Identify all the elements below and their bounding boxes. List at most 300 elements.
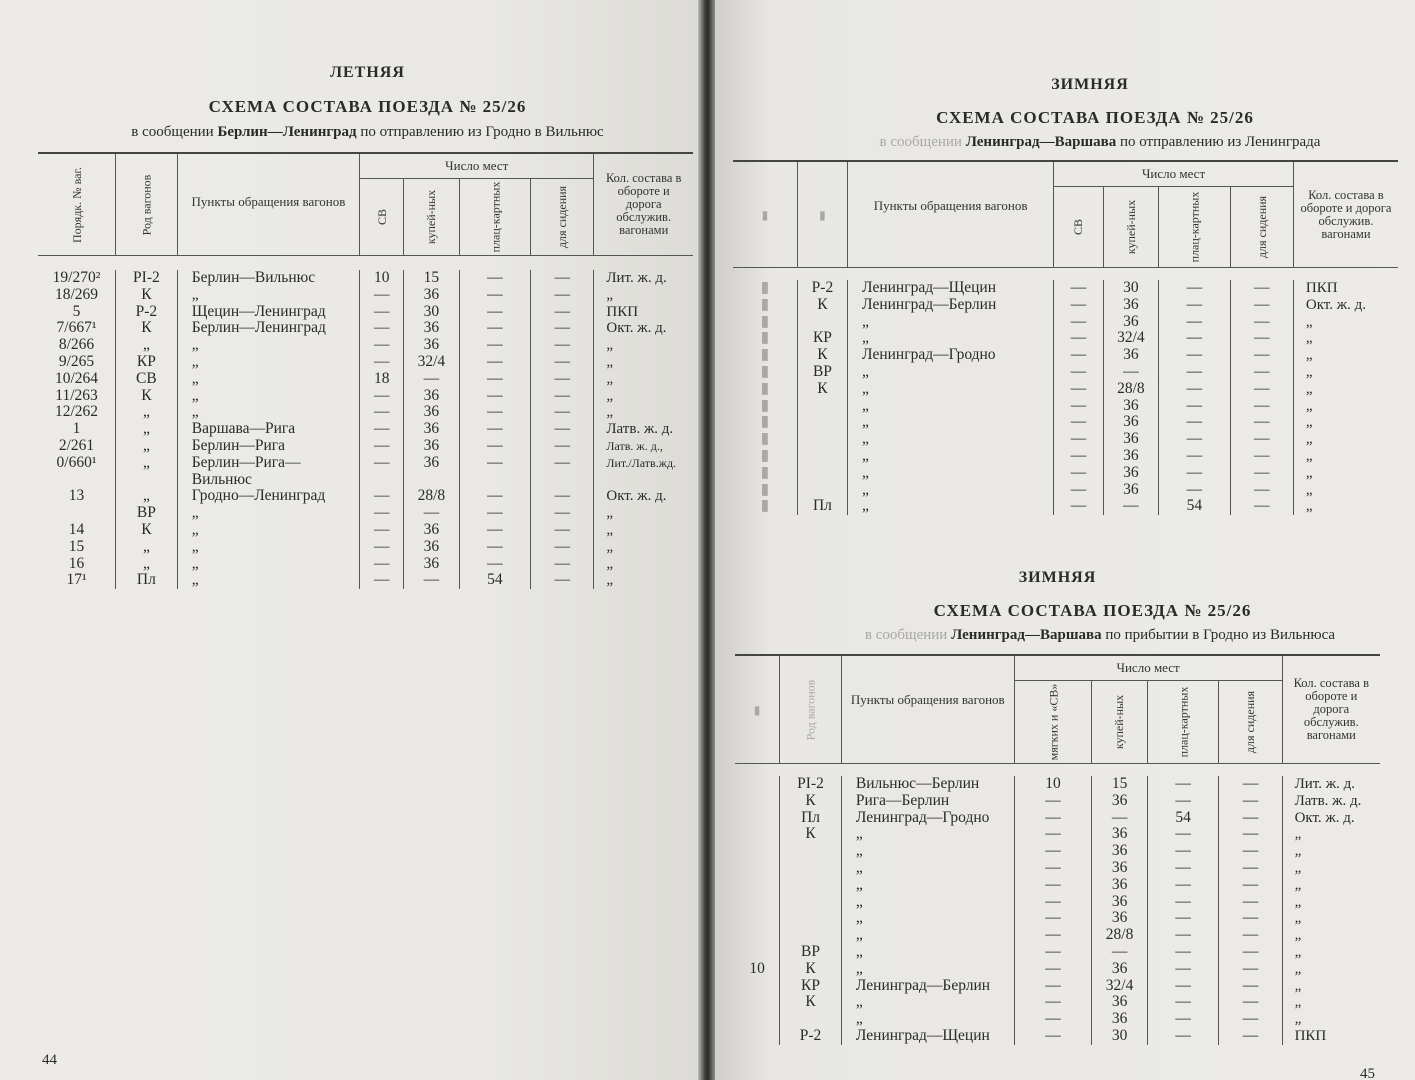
cell-order xyxy=(735,843,780,860)
cell-kol: Латв. ж. д., xyxy=(594,438,693,455)
cell-plats: — xyxy=(459,320,531,337)
cell-order xyxy=(38,505,116,522)
page-number: 44 xyxy=(42,1052,57,1068)
cell-sit: — xyxy=(531,438,594,455)
cell-sv: — xyxy=(360,455,404,472)
cell-kind: К xyxy=(116,320,178,337)
cell-sv: — xyxy=(1054,465,1104,482)
cell-points: Ленинград—Гродно xyxy=(841,810,1014,827)
cell-kupe: 36 xyxy=(404,522,459,539)
table-row xyxy=(735,776,1380,793)
cell-kol xyxy=(594,472,693,489)
cell-sit: — xyxy=(531,556,594,573)
cell-points: „ xyxy=(177,388,359,405)
cell-plats: — xyxy=(1159,314,1231,331)
cell-kol: „ xyxy=(594,337,693,354)
cell-plats: — xyxy=(1159,381,1231,398)
cell-kol: „ xyxy=(1282,961,1380,978)
cell-order: ▮ xyxy=(760,295,770,313)
cell-order: ▮ xyxy=(760,312,770,330)
table-row xyxy=(733,482,1398,499)
cell-plats: — xyxy=(459,354,531,371)
cell-kol: „ xyxy=(1293,498,1398,515)
cell-sit xyxy=(531,472,594,489)
cell-sv: — xyxy=(1014,1028,1092,1045)
cell-points: „ xyxy=(177,287,359,304)
cell-sit: — xyxy=(1230,364,1293,381)
cell-kupe: — xyxy=(404,505,459,522)
cell-order: ▮ xyxy=(760,413,770,431)
cell-kind: Пл xyxy=(780,810,842,827)
header-kupe: купей-ных xyxy=(404,179,459,256)
cell-order xyxy=(735,776,780,793)
header-plats: плац-картных xyxy=(1147,681,1219,764)
table-row xyxy=(735,826,1380,843)
cell-plats: — xyxy=(1147,793,1219,810)
composition-table xyxy=(38,152,693,589)
table-row xyxy=(735,894,1380,911)
cell-sv: — xyxy=(360,287,404,304)
cell-sit: — xyxy=(1219,910,1282,927)
subtitle-route: Ленинград—Варшава xyxy=(965,134,1117,150)
cell-kupe: 36 xyxy=(1103,431,1158,448)
cell-sv: — xyxy=(1014,1011,1092,1028)
cell-kupe: 36 xyxy=(1092,910,1147,927)
cell-plats: — xyxy=(1147,1028,1219,1045)
cell-sv: — xyxy=(360,572,404,589)
table-row xyxy=(733,448,1398,465)
header-sv: СВ xyxy=(1054,187,1104,268)
cell-kol: „ xyxy=(594,505,693,522)
cell-sv: — xyxy=(360,320,404,337)
cell-kupe: 32/4 xyxy=(1092,978,1147,995)
cell-order: 18/269 xyxy=(54,285,99,303)
table-row xyxy=(38,505,693,522)
cell-sv: — xyxy=(1014,994,1092,1011)
subtitle-post: по отправлению из Ленинграда xyxy=(1116,134,1321,150)
cell-sit: — xyxy=(1219,877,1282,894)
cell-order: 19/270² xyxy=(52,269,101,286)
season-heading-lower: ЗИМНЯЯ xyxy=(1018,569,1097,586)
cell-kind xyxy=(116,472,178,489)
cell-kupe: 36 xyxy=(1103,297,1158,314)
cell-points: Вильнюс xyxy=(177,472,359,489)
cell-points: Ленинград—Гродно xyxy=(848,347,1054,364)
cell-sv: — xyxy=(360,337,404,354)
cell-kol: Лит./Латв.жд. xyxy=(594,455,693,472)
cell-kupe: 36 xyxy=(404,421,459,438)
cell-plats: — xyxy=(459,539,531,556)
cell-order: 16 xyxy=(68,554,85,572)
cell-kupe: 30 xyxy=(1092,1028,1147,1045)
cell-plats: — xyxy=(459,270,531,287)
cell-kind: К xyxy=(780,793,842,810)
cell-order: 15 xyxy=(68,537,85,555)
cell-sit: — xyxy=(1230,498,1293,515)
cell-kupe: 36 xyxy=(1092,843,1147,860)
cell-kind: Пл xyxy=(797,498,847,515)
cell-kol: „ xyxy=(1293,364,1398,381)
cell-sit: — xyxy=(1219,894,1282,911)
cell-sv: — xyxy=(1054,314,1104,331)
cell-kol: Окт. ж. д. xyxy=(594,320,693,337)
cell-points: „ xyxy=(848,465,1054,482)
cell-kupe: — xyxy=(1103,364,1158,381)
cell-kol: „ xyxy=(1293,314,1398,331)
cell-sit: — xyxy=(1230,414,1293,431)
table-row xyxy=(733,297,1398,314)
cell-order xyxy=(38,472,116,489)
cell-plats: — xyxy=(1159,297,1231,314)
cell-sv: — xyxy=(1054,347,1104,364)
cell-kol: „ xyxy=(1293,347,1398,364)
cell-order: ▮ xyxy=(760,362,770,380)
cell-sit: — xyxy=(1219,961,1282,978)
table-row xyxy=(38,320,693,337)
header-plats: плац-картных xyxy=(1159,187,1231,268)
cell-points: „ xyxy=(177,337,359,354)
cell-sit: — xyxy=(1230,482,1293,499)
table-row xyxy=(735,860,1380,877)
cell-sv xyxy=(360,472,404,489)
cell-kupe: 28/8 xyxy=(1103,381,1158,398)
cell-plats: — xyxy=(459,371,531,388)
cell-order: 11/263 xyxy=(55,386,98,404)
cell-kind xyxy=(780,927,842,944)
cell-kind: „ xyxy=(116,337,178,354)
cell-kupe: 36 xyxy=(1103,314,1158,331)
cell-plats: — xyxy=(1147,826,1219,843)
cell-sit: — xyxy=(1219,776,1282,793)
cell-sv: — xyxy=(360,304,404,321)
cell-kol: ПКП xyxy=(1293,280,1398,297)
cell-sit: — xyxy=(1219,1011,1282,1028)
cell-kupe: — xyxy=(404,572,459,589)
table-row xyxy=(38,522,693,539)
table-row xyxy=(38,304,693,321)
cell-kupe: 36 xyxy=(1092,994,1147,1011)
header-sit: для сидения xyxy=(1230,187,1293,268)
cell-plats: — xyxy=(1159,482,1231,499)
cell-points: „ xyxy=(848,330,1054,347)
table-row xyxy=(735,927,1380,944)
cell-order: ▮ xyxy=(760,379,770,397)
cell-points: Рига—Берлин xyxy=(841,793,1014,810)
cell-sit: — xyxy=(1230,431,1293,448)
cell-sit: — xyxy=(1219,978,1282,995)
cell-points: „ xyxy=(177,404,359,421)
cell-kupe: 36 xyxy=(1092,860,1147,877)
cell-points: „ xyxy=(177,539,359,556)
cell-kol: „ xyxy=(1282,843,1380,860)
cell-points: Вильнюс—Берлин xyxy=(841,776,1014,793)
cell-points: „ xyxy=(848,364,1054,381)
table-row xyxy=(38,354,693,371)
table-row xyxy=(735,810,1380,827)
cell-sv: — xyxy=(1054,364,1104,381)
cell-plats: 54 xyxy=(459,572,531,589)
cell-kupe: 28/8 xyxy=(404,488,459,505)
cell-sit: — xyxy=(531,270,594,287)
cell-kind: К xyxy=(797,347,847,364)
cell-sit: — xyxy=(531,421,594,438)
cell-sit: — xyxy=(1219,944,1282,961)
cell-order xyxy=(735,860,780,877)
cell-kol: „ xyxy=(1282,1011,1380,1028)
cell-plats: — xyxy=(1147,894,1219,911)
cell-order: 10/264 xyxy=(54,369,99,387)
cell-kind: Пл xyxy=(116,572,178,589)
cell-kind xyxy=(780,1011,842,1028)
header-sv: СВ xyxy=(360,179,404,256)
cell-kind: ВР xyxy=(116,505,178,522)
table-row xyxy=(733,414,1398,431)
cell-points: „ xyxy=(848,381,1054,398)
cell-sit: — xyxy=(1219,994,1282,1011)
cell-kind: К xyxy=(780,826,842,843)
cell-kupe: 32/4 xyxy=(1103,330,1158,347)
cell-kol: „ xyxy=(1293,414,1398,431)
cell-kol: „ xyxy=(1282,877,1380,894)
cell-plats: — xyxy=(459,421,531,438)
subtitle-route: Берлин—Ленинград xyxy=(217,124,357,140)
cell-sit: — xyxy=(1230,381,1293,398)
page-number: 45 xyxy=(1360,1066,1375,1080)
cell-sv: — xyxy=(1014,961,1092,978)
table-row xyxy=(735,961,1380,978)
cell-kupe: 36 xyxy=(404,388,459,405)
cell-sv: — xyxy=(1054,398,1104,415)
cell-sv: — xyxy=(360,488,404,505)
cell-plats: — xyxy=(459,505,531,522)
cell-kind: К xyxy=(116,287,178,304)
table-row xyxy=(38,455,693,472)
cell-kind: КР xyxy=(797,330,847,347)
cell-sv: — xyxy=(1054,448,1104,465)
cell-kol: „ xyxy=(594,287,693,304)
cell-plats: — xyxy=(459,404,531,421)
cell-plats: — xyxy=(459,455,531,472)
header-points: Пункты обращения вагонов xyxy=(841,655,1014,764)
cell-kupe: 36 xyxy=(404,287,459,304)
cell-points: „ xyxy=(177,371,359,388)
cell-kol: „ xyxy=(1282,994,1380,1011)
cell-points: „ xyxy=(841,994,1014,1011)
cell-kupe: 36 xyxy=(1103,414,1158,431)
cell-points: Берлин—Вильнюс xyxy=(177,270,359,287)
cell-sv: — xyxy=(1054,498,1104,515)
cell-kind: К xyxy=(797,381,847,398)
cell-sit: — xyxy=(531,522,594,539)
header-order: Порядк. № ваг. xyxy=(38,153,116,256)
cell-order xyxy=(735,1011,780,1028)
table-row xyxy=(733,280,1398,297)
cell-kol: „ xyxy=(1293,431,1398,448)
header-points: Пункты обращения вагонов xyxy=(848,161,1054,268)
table-row xyxy=(735,1011,1380,1028)
cell-points: „ xyxy=(848,431,1054,448)
schedule-title-upper: СХЕМА СОСТАВА ПОЕЗДА № 25/26 xyxy=(936,108,1254,127)
table-row xyxy=(733,431,1398,448)
season-heading: ЛЕТНЯЯ xyxy=(330,64,405,81)
cell-plats: — xyxy=(1147,860,1219,877)
cell-sit: — xyxy=(531,539,594,556)
cell-sv: — xyxy=(360,539,404,556)
cell-kol: Латв. ж. д. xyxy=(594,421,693,438)
cell-kind xyxy=(797,482,847,499)
cell-plats xyxy=(459,472,531,489)
cell-sv: — xyxy=(1054,330,1104,347)
cell-kind xyxy=(780,877,842,894)
header-plats: плац-картных xyxy=(459,179,531,256)
cell-order: 7/667¹ xyxy=(56,319,97,337)
table-row xyxy=(735,994,1380,1011)
cell-points: „ xyxy=(841,961,1014,978)
cell-kol: „ xyxy=(1293,398,1398,415)
cell-plats: — xyxy=(1159,347,1231,364)
cell-kupe: 36 xyxy=(1103,347,1158,364)
table-row xyxy=(38,337,693,354)
cell-kind: „ xyxy=(116,455,178,472)
cell-kind xyxy=(780,860,842,877)
table-row xyxy=(38,371,693,388)
cell-plats: 54 xyxy=(1159,498,1231,515)
cell-points: „ xyxy=(841,877,1014,894)
cell-kind xyxy=(797,314,847,331)
table-body xyxy=(38,270,693,589)
cell-points: Ленинград—Щецин xyxy=(848,280,1054,297)
cell-plats: — xyxy=(1147,1011,1219,1028)
cell-kol: ПКП xyxy=(1282,1028,1380,1045)
cell-points: „ xyxy=(848,314,1054,331)
cell-order: ▮ xyxy=(760,346,770,364)
cell-points: Щецин—Ленинград xyxy=(177,304,359,321)
table-row xyxy=(733,330,1398,347)
cell-sv: 10 xyxy=(360,270,404,287)
cell-kupe: 36 xyxy=(1092,894,1147,911)
cell-order: 2/261 xyxy=(58,436,95,454)
cell-sv: — xyxy=(1054,297,1104,314)
cell-kind: РI-2 xyxy=(116,270,178,287)
cell-kind: „ xyxy=(116,438,178,455)
subtitle-route: Ленинград—Варшава xyxy=(951,627,1102,643)
cell-kol: „ xyxy=(1282,826,1380,843)
cell-kind: КР xyxy=(116,354,178,371)
cell-points: „ xyxy=(177,354,359,371)
cell-sv: — xyxy=(1054,381,1104,398)
cell-sv: — xyxy=(1014,843,1092,860)
header-seats: Число мест xyxy=(1014,655,1282,681)
cell-sit: — xyxy=(531,455,594,472)
table-row xyxy=(38,539,693,556)
cell-order xyxy=(735,927,780,944)
cell-kupe xyxy=(404,472,459,489)
cell-kol: „ xyxy=(1293,381,1398,398)
cell-sv: — xyxy=(1054,431,1104,448)
cell-kol: „ xyxy=(594,404,693,421)
table-row xyxy=(38,388,693,405)
cell-points: „ xyxy=(841,1011,1014,1028)
table-row xyxy=(38,421,693,438)
cell-sit: — xyxy=(1230,297,1293,314)
right-page xyxy=(715,0,1415,1080)
table-row xyxy=(38,270,693,287)
cell-sv: — xyxy=(1014,860,1092,877)
cell-order: 14 xyxy=(68,520,85,538)
cell-kupe: 36 xyxy=(1103,465,1158,482)
cell-kind: КР xyxy=(780,978,842,995)
cell-sit: — xyxy=(531,320,594,337)
table-row xyxy=(38,556,693,573)
cell-kol: „ xyxy=(594,539,693,556)
cell-sv: 10 xyxy=(1014,776,1092,793)
header-kol: Кол. состава в обороте и дорога обслужив. вагонами xyxy=(594,153,693,256)
cell-sv: — xyxy=(360,505,404,522)
cell-sit: — xyxy=(1219,860,1282,877)
cell-points: Ленинград—Щецин xyxy=(841,1028,1014,1045)
cell-kupe: — xyxy=(404,371,459,388)
cell-sit: — xyxy=(1219,843,1282,860)
cell-sv: — xyxy=(1054,280,1104,297)
cell-plats: — xyxy=(1159,465,1231,482)
cell-sit: — xyxy=(531,354,594,371)
schedule-title: СХЕМА СОСТАВА ПОЕЗДА № 25/26 xyxy=(208,97,527,116)
cell-sit: — xyxy=(531,371,594,388)
cell-order: ▮ xyxy=(760,396,770,414)
cell-kol: Окт. ж. д. xyxy=(1282,810,1380,827)
cell-sv: — xyxy=(1054,482,1104,499)
cell-sv: — xyxy=(1014,910,1092,927)
schedule-subtitle xyxy=(0,124,700,141)
left-page xyxy=(0,0,700,1080)
cell-kupe: 36 xyxy=(1103,482,1158,499)
table-row xyxy=(733,465,1398,482)
cell-sv: — xyxy=(360,354,404,371)
cell-sv: — xyxy=(360,404,404,421)
cell-kupe: 36 xyxy=(1103,398,1158,415)
cell-points: Ленинград—Берлин xyxy=(848,297,1054,314)
cell-kol: Лит. ж. д. xyxy=(1282,776,1380,793)
cell-kupe: — xyxy=(1092,944,1147,961)
table-row xyxy=(733,381,1398,398)
cell-points: „ xyxy=(841,944,1014,961)
cell-order xyxy=(735,910,780,927)
cell-plats: — xyxy=(1159,280,1231,297)
cell-kupe: 36 xyxy=(404,404,459,421)
cell-sv: — xyxy=(360,556,404,573)
cell-order xyxy=(735,826,780,843)
cell-plats: — xyxy=(1159,330,1231,347)
header-kind-faded: ▮ xyxy=(797,161,847,268)
table-row xyxy=(735,910,1380,927)
cell-kol: „ xyxy=(1293,465,1398,482)
header-kol: Кол. состава в обороте и дорога обслужив. вагонами xyxy=(1282,655,1380,764)
cell-points: „ xyxy=(841,910,1014,927)
cell-sit: — xyxy=(1219,793,1282,810)
cell-sit: — xyxy=(1230,398,1293,415)
cell-sit: — xyxy=(531,304,594,321)
cell-sv: — xyxy=(1014,894,1092,911)
cell-kol: „ xyxy=(594,371,693,388)
cell-kind: К xyxy=(116,522,178,539)
cell-kol: „ xyxy=(594,354,693,371)
cell-order xyxy=(735,877,780,894)
cell-sv: — xyxy=(1014,944,1092,961)
cell-kind: РI-2 xyxy=(780,776,842,793)
cell-kol: Латв. ж. д. xyxy=(1282,793,1380,810)
subtitle-post: по отправлению из Гродно в Вильнюс xyxy=(356,124,604,140)
table-row xyxy=(38,488,693,505)
